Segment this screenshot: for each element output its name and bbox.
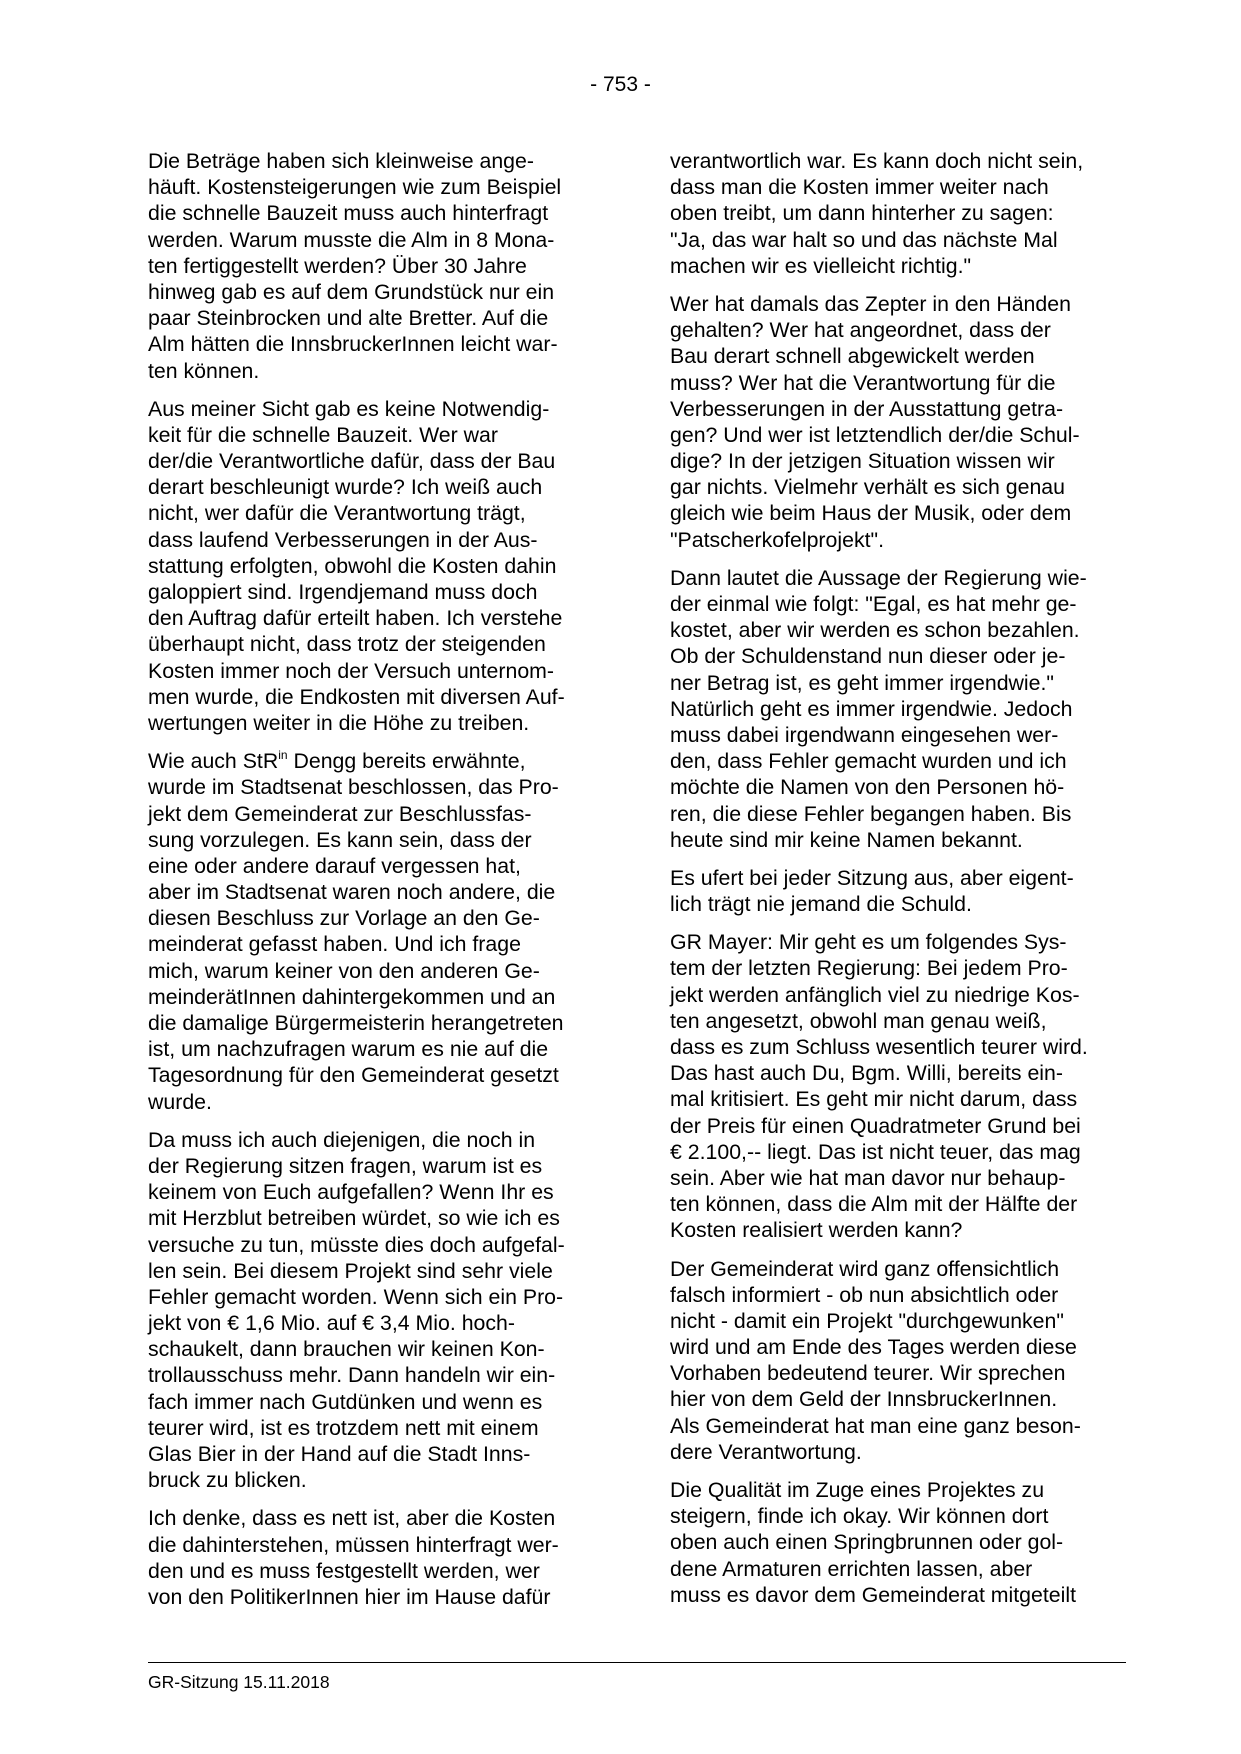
text-line: oben auch einen Springbrunnen oder gol- bbox=[670, 1530, 1064, 1555]
text-line: kostet, aber wir werden es schon bezahlen. bbox=[670, 618, 1080, 643]
text-line: überhaupt nicht, dass trotz der steigenden bbox=[148, 632, 546, 657]
text-line: len sein. Bei diesem Projekt sind sehr viele bbox=[148, 1258, 553, 1283]
text-line: teurer wird, ist es trotzdem nett mit einem bbox=[148, 1415, 539, 1440]
right-column bbox=[670, 148, 1120, 1620]
text-line: gleich wie beim Haus der Musik, oder dem bbox=[670, 501, 1072, 526]
text-line: dene Armaturen errichten lassen, aber bbox=[670, 1556, 1033, 1581]
text-line: oben treibt, um dann hinterher zu sagen: bbox=[670, 201, 1054, 226]
text-line: ten fertiggestellt werden? Über 30 Jahre bbox=[148, 253, 527, 278]
text-line: wird und am Ende des Tages werden diese bbox=[670, 1335, 1077, 1360]
text-line: der Preis für einen Quadratmeter Grund bei bbox=[670, 1113, 1081, 1138]
text-line: men wurde, die Endkosten mit diversen Auf- bbox=[148, 684, 565, 709]
text-line: Es ufert bei jeder Sitzung aus, aber eigent- bbox=[670, 865, 1074, 890]
text-line: der einmal wie folgt: "Egal, es hat mehr ge- bbox=[670, 592, 1077, 616]
text-line: tem der letzten Regierung: Bei jedem Pro- bbox=[670, 956, 1068, 981]
paragraph bbox=[148, 748, 598, 1115]
text-line: jekt dem Gemeinderat zur Beschlussfas- bbox=[148, 801, 532, 826]
text-line: muss dabei irgendwann eingesehen wer- bbox=[670, 722, 1059, 747]
text-line: den Auftrag dafür erteilt haben. Ich verstehe bbox=[148, 606, 563, 631]
page-number: - 753 - bbox=[590, 73, 651, 96]
text-line: meinderätInnen dahintergekommen und an bbox=[148, 984, 556, 1009]
footer-text: GR-Sitzung 15.11.2018 bbox=[148, 1672, 330, 1692]
text-line: nicht - damit ein Projekt "durchgewunken" bbox=[670, 1308, 1064, 1333]
text-line: gen? Und wer ist letztendlich der/die Schul- bbox=[670, 422, 1080, 447]
text-line: verantwortlich war. Es kann doch nicht sein, bbox=[670, 149, 1084, 173]
text-line: Da muss ich auch diejenigen, die noch in bbox=[148, 1127, 536, 1152]
text-line: paar Steinbrocken und alte Bretter. Auf die bbox=[148, 306, 549, 331]
text-line: GR Mayer: Mir geht es um folgendes Sys- bbox=[670, 930, 1067, 955]
text-line: steigern, finde ich okay. Wir können dort bbox=[670, 1504, 1049, 1529]
text-line: Kosten realisiert werden kann? bbox=[670, 1218, 963, 1243]
text-line: keit für die schnelle Bauzeit. Wer war bbox=[148, 422, 498, 447]
text-line: aber im Stadtsenat waren noch andere, die bbox=[148, 880, 556, 905]
text-line: Der Gemeinderat wird ganz offensichtlich bbox=[670, 1256, 1060, 1281]
text-line: dass laufend Verbesserungen in der Aus- bbox=[148, 527, 538, 552]
text-line: ren, die diese Fehler begangen haben. Bis bbox=[670, 801, 1072, 826]
text-line: ten angesetzt, obwohl man genau weiß, bbox=[670, 1008, 1047, 1033]
text-line: versuche zu tun, müsste dies doch aufgefal- bbox=[148, 1232, 565, 1257]
text-line: wurde. bbox=[148, 1089, 212, 1114]
paragraph bbox=[148, 1127, 598, 1494]
text-line: den, dass Fehler gemacht wurden und ich bbox=[670, 749, 1067, 774]
text-line: Wer hat damals das Zepter in den Händen bbox=[670, 291, 1071, 316]
text-line: ner Betrag ist, es geht immer irgendwie." bbox=[670, 670, 1054, 695]
text-line: galoppiert sind. Irgendjemand muss doch bbox=[148, 580, 538, 604]
text-line: Das hast auch Du, Bgm. Willi, bereits ein- bbox=[670, 1061, 1063, 1086]
text-line: lich trägt nie jemand die Schuld. bbox=[670, 892, 972, 917]
paragraph bbox=[670, 565, 1120, 853]
text-line: mal kritisiert. Es geht mir nicht darum, dass bbox=[670, 1087, 1078, 1112]
text-line: Die Qualität im Zuge eines Projektes zu bbox=[670, 1478, 1045, 1502]
text-line: Ob der Schuldenstand nun dieser oder je- bbox=[670, 644, 1066, 669]
text-line: sung vorzulegen. Es kann sein, dass der bbox=[148, 827, 532, 852]
text-line: jekt werden anfänglich viel zu niedrige Kos- bbox=[670, 982, 1080, 1007]
text-line: Kosten immer noch der Versuch unternom- bbox=[148, 658, 555, 683]
text-line: wurde im Stadtsenat beschlossen, das Pro- bbox=[148, 775, 559, 800]
text-line: mit Herzblut betreiben würdet, so wie ich es bbox=[148, 1206, 560, 1231]
text-line: heute sind mir keine Namen bekannt. bbox=[670, 827, 1023, 852]
text-line: muss? Wer hat die Verantwortung für die bbox=[670, 370, 1056, 395]
text-line: ten können. bbox=[148, 358, 260, 383]
text-line: die schnelle Bauzeit muss auch hinterfragt bbox=[148, 201, 549, 226]
text-line: die damalige Bürgermeisterin herangetreten bbox=[148, 1011, 564, 1035]
text-line: sein. Aber wie hat man davor nur behaup- bbox=[670, 1165, 1066, 1190]
text-line: ist, um nachzufragen warum es nie auf die bbox=[148, 1037, 549, 1062]
left-column bbox=[148, 148, 598, 1622]
paragraph bbox=[670, 865, 1120, 917]
text-line: Natürlich geht es immer irgendwie. Jedoch bbox=[670, 696, 1073, 721]
text-line: gehalten? Wer hat angeordnet, dass der bbox=[670, 318, 1051, 343]
text-line: bruck zu blicken. bbox=[148, 1468, 307, 1493]
text-line: der Regierung sitzen fragen, warum ist es bbox=[148, 1153, 543, 1178]
text-line: meinderat gefasst haben. Und ich frage bbox=[148, 932, 521, 957]
text-line: € 2.100,-- liegt. Das ist nicht teuer, das mag bbox=[670, 1139, 1081, 1164]
text-line: ten können, dass die Alm mit der Hälfte der bbox=[670, 1192, 1078, 1217]
text-line: von den PolitikerInnen hier im Hause dafür bbox=[148, 1584, 551, 1609]
text-line: nicht, wer dafür die Verantwortung trägt, bbox=[148, 501, 526, 526]
paragraph bbox=[670, 148, 1120, 279]
text-line: muss es davor dem Gemeinderat mitgeteilt bbox=[670, 1582, 1076, 1607]
text-line: Tagesordnung für den Gemeinderat gesetzt bbox=[148, 1063, 559, 1088]
paragraph bbox=[148, 148, 598, 384]
paragraph bbox=[148, 396, 598, 736]
text-line: Die Beträge haben sich kleinweise ange- bbox=[148, 149, 534, 173]
text-line: Als Gemeinderat hat man eine ganz beson- bbox=[670, 1413, 1081, 1438]
text-line: Fehler gemacht worden. Wenn sich ein Pro- bbox=[148, 1284, 564, 1309]
text-line: mich, warum keiner von den anderen Ge- bbox=[148, 958, 540, 983]
text-line: Ich denke, dass es nett ist, aber die Kosten bbox=[148, 1506, 556, 1531]
text-line: eine oder andere darauf vergessen hat, bbox=[148, 853, 521, 878]
text-line: dere Verantwortung. bbox=[670, 1439, 862, 1464]
text-line: stattung erfolgten, obwohl die Kosten dahin bbox=[148, 553, 557, 578]
text-line: hinweg gab es auf dem Grundstück nur ein bbox=[148, 279, 555, 304]
text-line: möchte die Namen von den Personen hö- bbox=[670, 775, 1065, 800]
paragraph bbox=[670, 929, 1120, 1243]
paragraph bbox=[670, 1256, 1120, 1466]
text-line: der/die Verantwortliche dafür, dass der Bau bbox=[148, 449, 556, 474]
text-line: Bau derart schnell abgewickelt werden bbox=[670, 344, 1035, 369]
text-line: Vorhaben bedeutend teurer. Wir sprechen bbox=[670, 1361, 1066, 1386]
text-line: wertungen weiter in die Höhe zu treiben. bbox=[148, 710, 530, 735]
text-line: dass es zum Schluss wesentlich teurer wird. bbox=[670, 1035, 1088, 1059]
text-line: jekt von € 1,6 Mio. auf € 3,4 Mio. hoch- bbox=[148, 1311, 515, 1336]
text-line: "Ja, das war halt so und das nächste Mal bbox=[670, 227, 1058, 252]
text-line: hier von dem Geld der InnsbruckerInnen. bbox=[670, 1387, 1058, 1412]
text-line: Aus meiner Sicht gab es keine Notwendig- bbox=[148, 396, 550, 421]
text-fragment: Dengg bereits erwähnte, bbox=[287, 749, 526, 774]
text-line: schaukelt, dann brauchen wir keinen Kon- bbox=[148, 1337, 545, 1362]
text-line: werden. Warum musste die Alm in 8 Mona- bbox=[148, 227, 555, 252]
text-line: diesen Beschluss zur Vorlage an den Ge- bbox=[148, 906, 540, 931]
text-line: derart beschleunigt wurde? Ich weiß auch bbox=[148, 475, 543, 500]
footer-divider bbox=[148, 1662, 1126, 1663]
paragraph bbox=[670, 1477, 1120, 1608]
text-line: Verbesserungen in der Ausstattung getra- bbox=[670, 396, 1064, 421]
text-line: machen wir es vielleicht richtig." bbox=[670, 253, 972, 278]
text-line: häuft. Kostensteigerungen wie zum Beispiel bbox=[148, 175, 562, 200]
text-line: falsch informiert - ob nun absichtlich oder bbox=[670, 1282, 1059, 1307]
text-line: Alm hätten die InnsbruckerInnen leicht war- bbox=[148, 332, 558, 357]
text-line: dige? In der jetzigen Situation wissen wir bbox=[670, 449, 1055, 474]
paragraph bbox=[670, 291, 1120, 553]
text-line: die dahinterstehen, müssen hinterfragt wer- bbox=[148, 1532, 559, 1557]
text-line: gar nichts. Vielmehr verhält es sich genau bbox=[670, 475, 1065, 500]
text-line: keinem von Euch aufgefallen? Wenn Ihr es bbox=[148, 1180, 554, 1205]
text-line: trollausschuss mehr. Dann handeln wir ein- bbox=[148, 1363, 556, 1388]
text-line: dass man die Kosten immer weiter nach bbox=[670, 175, 1049, 200]
superscript: in bbox=[278, 748, 288, 763]
text-line: Glas Bier in der Hand auf die Stadt Inns- bbox=[148, 1442, 531, 1466]
text-fragment: Wie auch StR bbox=[148, 749, 279, 774]
text-line: den und es muss festgestellt werden, wer bbox=[148, 1558, 540, 1583]
paragraph bbox=[148, 1505, 598, 1610]
text-line: "Patscherkofelprojekt". bbox=[670, 527, 884, 552]
text-line: Dann lautet die Aussage der Regierung wie- bbox=[670, 565, 1087, 590]
text-line bbox=[148, 748, 598, 774]
text-line: fach immer nach Gutdünken und wenn es bbox=[148, 1389, 543, 1414]
